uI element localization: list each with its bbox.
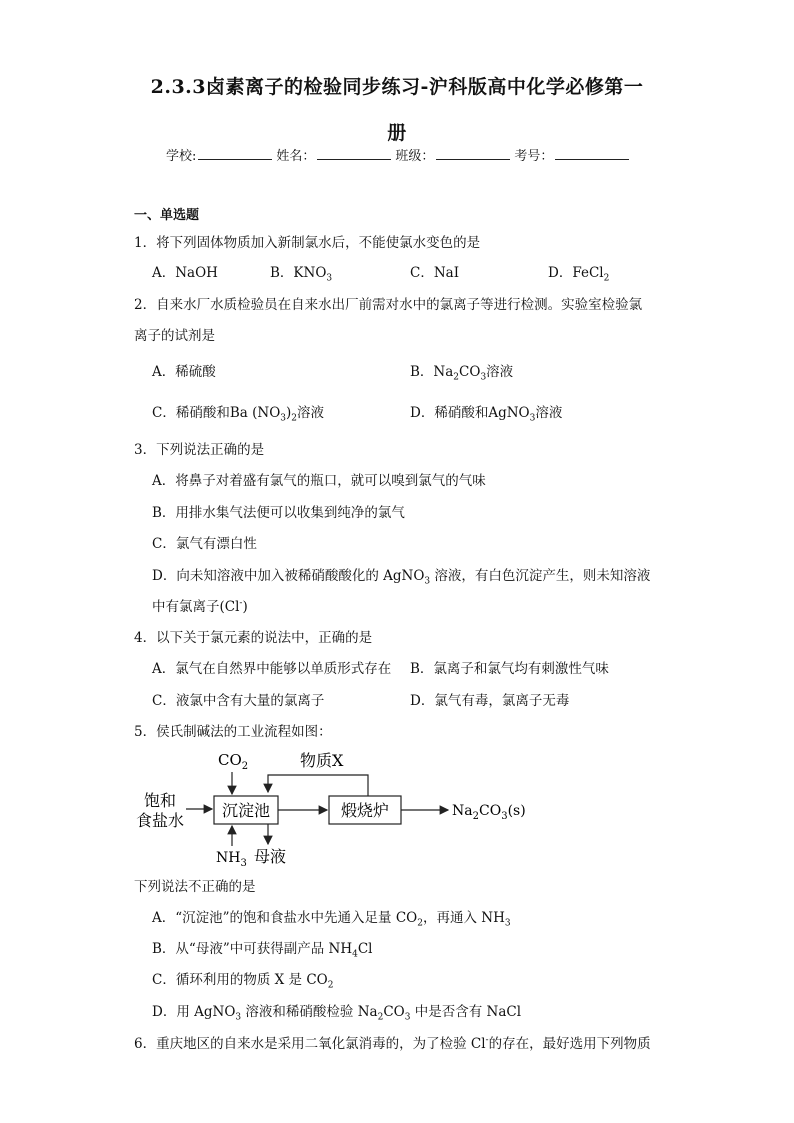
q6-stem: 6．重庆地区的自来水是采用二氧化氯消毒的，为了检验 Cl-的存在，最好选用下列物质 <box>134 1035 651 1052</box>
product-label: $Na_2CO_3(s)$ <box>452 803 526 822</box>
q1-option-c: C．NaI <box>410 265 460 281</box>
q2-stem-line-1: 2．自来水厂水质检验员在自来水出厂前需对水中的氯离子等进行检测。实验室检验氯 <box>134 297 643 313</box>
q1-option-b: B．$KNO_3$ <box>270 265 333 284</box>
recycle-arrow <box>268 775 368 798</box>
q5-option-b: B．从“母液”中可获得副产品 $NH_4Cl$ <box>152 941 373 960</box>
q4-option-c: C．液氯中含有大量的氯离子 <box>152 693 325 709</box>
q2-option-c: C．稀硝酸和Ba $(NO_3)_2$溶液 <box>152 405 325 424</box>
q1-stem: 1．将下列固体物质加入新制氯水后，不能使氯水变色的是 <box>134 235 481 251</box>
q5-option-d: D．用 AgNO$_3$ 溶液和稀硝酸检验 $Na_2CO_3$ 中是否含有 NaCl <box>152 1004 522 1023</box>
q2-stem-line-2: 离子的试剂是 <box>134 328 215 344</box>
q5-question: 下列说法不正确的是 <box>134 879 256 895</box>
feed-label-line-1: 饱和 <box>144 791 177 810</box>
settling-tank-label: 沉淀池 <box>222 801 271 820</box>
name-blank[interactable] <box>317 145 391 160</box>
co2-label: $CO_2$ <box>218 751 249 772</box>
q4-option-d: D．氯气有毒，氯离子无毒 <box>410 693 570 709</box>
class-label: 班级： <box>395 149 435 164</box>
q3-option-c: C．氯气有漂白性 <box>152 536 257 552</box>
q3-option-a: A．将鼻子对着盛有氯气的瓶口，就可以嗅到氯气的气味 <box>152 473 486 489</box>
title-line-2: 册 <box>387 122 407 144</box>
class-blank[interactable] <box>436 145 510 160</box>
substance-x-label: 物质X <box>300 751 344 770</box>
q3-option-b: B．用排水集气法便可以收集到纯净的氯气 <box>152 505 405 521</box>
number-label: 考号： <box>514 149 554 164</box>
q3-option-d-line-1: D．向未知溶液中加入被稀硝酸酸化的 AgNO$_3$ 溶液，有白色沉淀产生，则未知溶液 <box>152 568 651 587</box>
title-line-1: 2.3.3卤素离子的检验同步练习-沪科版高中化学必修第一 <box>150 76 644 98</box>
q4-option-b: B．氯离子和氯气均有刺激性气味 <box>410 661 609 677</box>
q5-option-c: C．循环利用的物质 X 是 $CO_2$ <box>152 972 334 991</box>
number-blank[interactable] <box>555 145 629 160</box>
mother-liquor-label: 母液 <box>254 847 287 866</box>
q3-option-d-line-2: 中有氯离子(Cl-) <box>152 598 248 615</box>
worksheet-title <box>120 64 674 156</box>
section-heading: 一、单选题 <box>134 208 200 223</box>
q2-option-a: A．稀硫酸 <box>152 364 216 380</box>
q2-option-b: B．$Na_2CO_3$溶液 <box>410 364 514 383</box>
nh3-label: $NH_3$ <box>216 850 247 869</box>
school-label: 学校: <box>166 149 197 164</box>
school-blank[interactable] <box>198 145 272 160</box>
process-flow-diagram <box>130 748 550 870</box>
feed-label-line-2: 食盐水 <box>136 811 185 830</box>
q5-stem: 5．侯氏制碱法的工业流程如图： <box>134 724 332 740</box>
q4-stem: 4．以下关于氯元素的说法中，正确的是 <box>134 630 373 646</box>
name-label: 姓名： <box>276 149 316 164</box>
q1-option-d: D．FeCl$_2$ <box>548 265 610 284</box>
q2-option-d: D．稀硝酸和AgNO$_3$溶液 <box>410 405 563 424</box>
q3-stem: 3．下列说法正确的是 <box>134 442 265 458</box>
q4-option-a: A．氯气在自然界中能够以单质形式存在 <box>152 661 392 677</box>
q5-option-a: A．“沉淀池”的饱和食盐水中先通入足量 $CO_2$，再通入 $NH_3$ <box>152 910 511 929</box>
calciner-label: 煅烧炉 <box>341 801 390 820</box>
q1-option-a: A．NaOH <box>152 265 218 281</box>
student-info-row <box>166 145 633 164</box>
